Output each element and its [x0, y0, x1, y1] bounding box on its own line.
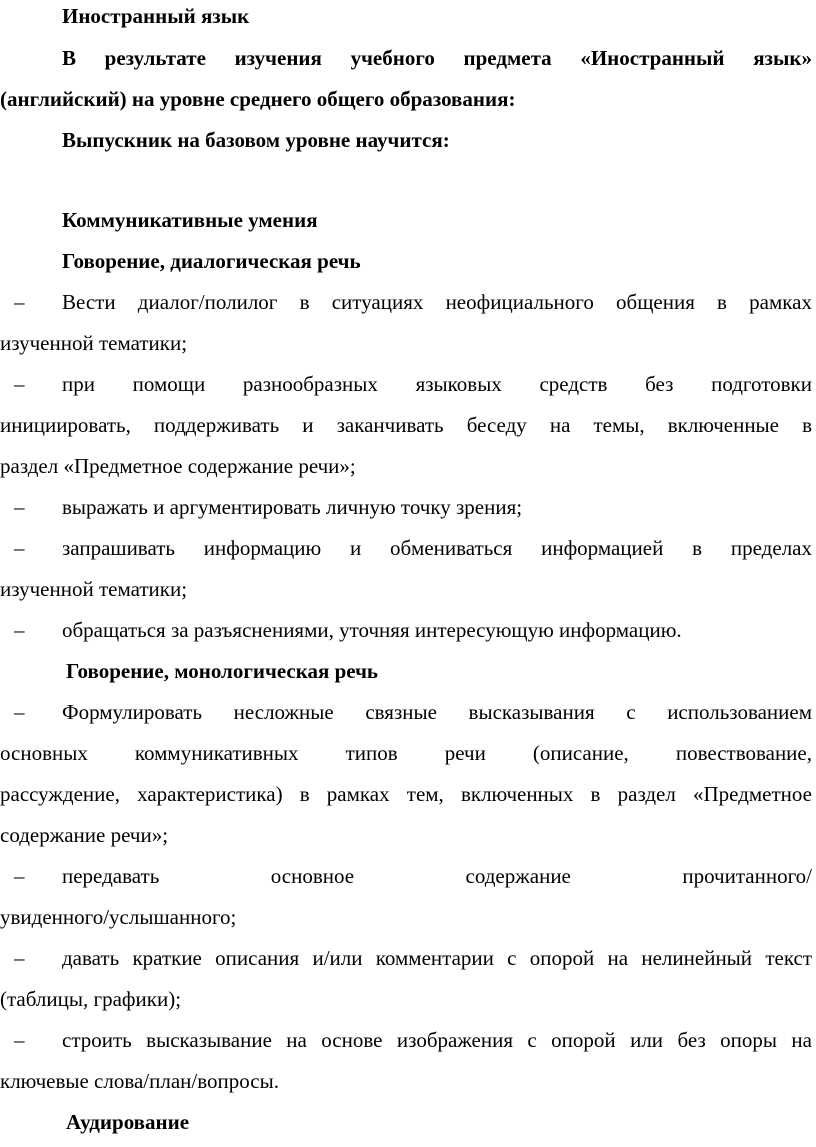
monologue-item-2-line-1: передавать основное содержание прочитанного/ — [62, 864, 812, 888]
monologue-item-4-line-2: ключевые слова/план/вопросы. — [0, 1069, 279, 1093]
monologue-item-1-line-3: рассуждение, характеристика) в рамках тем, включенных в раздел «Предметное — [0, 782, 812, 806]
bullet-dash: – — [14, 536, 25, 560]
monologue-item-1-line-1: Формулировать несложные связные высказывания с использованием — [62, 700, 812, 724]
graduate-heading: Выпускник на базовом уровне научится: — [62, 128, 450, 152]
monologue-item-2-line-2: увиденного/услышанного; — [0, 905, 237, 929]
bullet-dash: – — [14, 290, 25, 314]
bullet-dash: – — [14, 372, 25, 396]
dialogue-item-4-line-1: запрашивать информацию и обмениваться информацией в пределах — [62, 536, 812, 560]
dialogue-item-3: выражать и аргументировать личную точку зрения; — [62, 495, 523, 519]
monologue-item-3-line-2: (таблицы, графики); — [0, 987, 182, 1011]
monologue-item-3-line-1: давать краткие описания и/или комментарии с опорой на нелинейный текст — [62, 946, 812, 970]
bullet-dash: – — [14, 618, 25, 642]
dialogue-item-2-line-1: при помощи разнообразных языковых средств без подготовки — [62, 372, 812, 396]
heading-communicative-skills: Коммуникативные умения — [62, 208, 318, 232]
bullet-dash: – — [14, 1028, 25, 1052]
dialogue-item-2-line-2: инициировать, поддерживать и заканчивать беседу на темы, включенные в — [0, 413, 812, 437]
dialogue-item-1-line-1: Вести диалог/полилог в ситуациях неофициального общения в рамках — [62, 290, 812, 314]
dialogue-item-5: обращаться за разъяснениями, уточняя интересующую информацию. — [62, 618, 682, 642]
bullet-dash: – — [14, 495, 25, 519]
dialogue-item-4-line-2: изученной тематики; — [0, 577, 188, 601]
bullet-dash: – — [14, 946, 25, 970]
monologue-item-1-line-2: основных коммуникативных типов речи (описание, повествование, — [0, 741, 812, 765]
heading-dialogue-speech: Говорение, диалогическая речь — [62, 249, 361, 273]
dialogue-item-2-line-3: раздел «Предметное содержание речи»; — [0, 454, 356, 478]
bullet-dash: – — [14, 864, 25, 888]
intro-line-2: (английский) на уровне среднего общего образования: — [0, 87, 516, 111]
heading-monologue-speech: Говорение, монологическая речь — [66, 659, 379, 683]
heading-listening: Аудирование — [66, 1110, 190, 1134]
intro-line-1: В результате изучения учебного предмета «Иностранный язык» — [62, 46, 812, 70]
bullet-dash: – — [14, 700, 25, 724]
heading-subject: Иностранный язык — [62, 4, 250, 28]
monologue-item-4-line-1: строить высказывание на основе изображения с опорой или без опоры на — [62, 1028, 812, 1052]
monologue-item-1-line-4: содержание речи»; — [0, 823, 169, 847]
dialogue-item-1-line-2: изученной тематики; — [0, 331, 188, 355]
